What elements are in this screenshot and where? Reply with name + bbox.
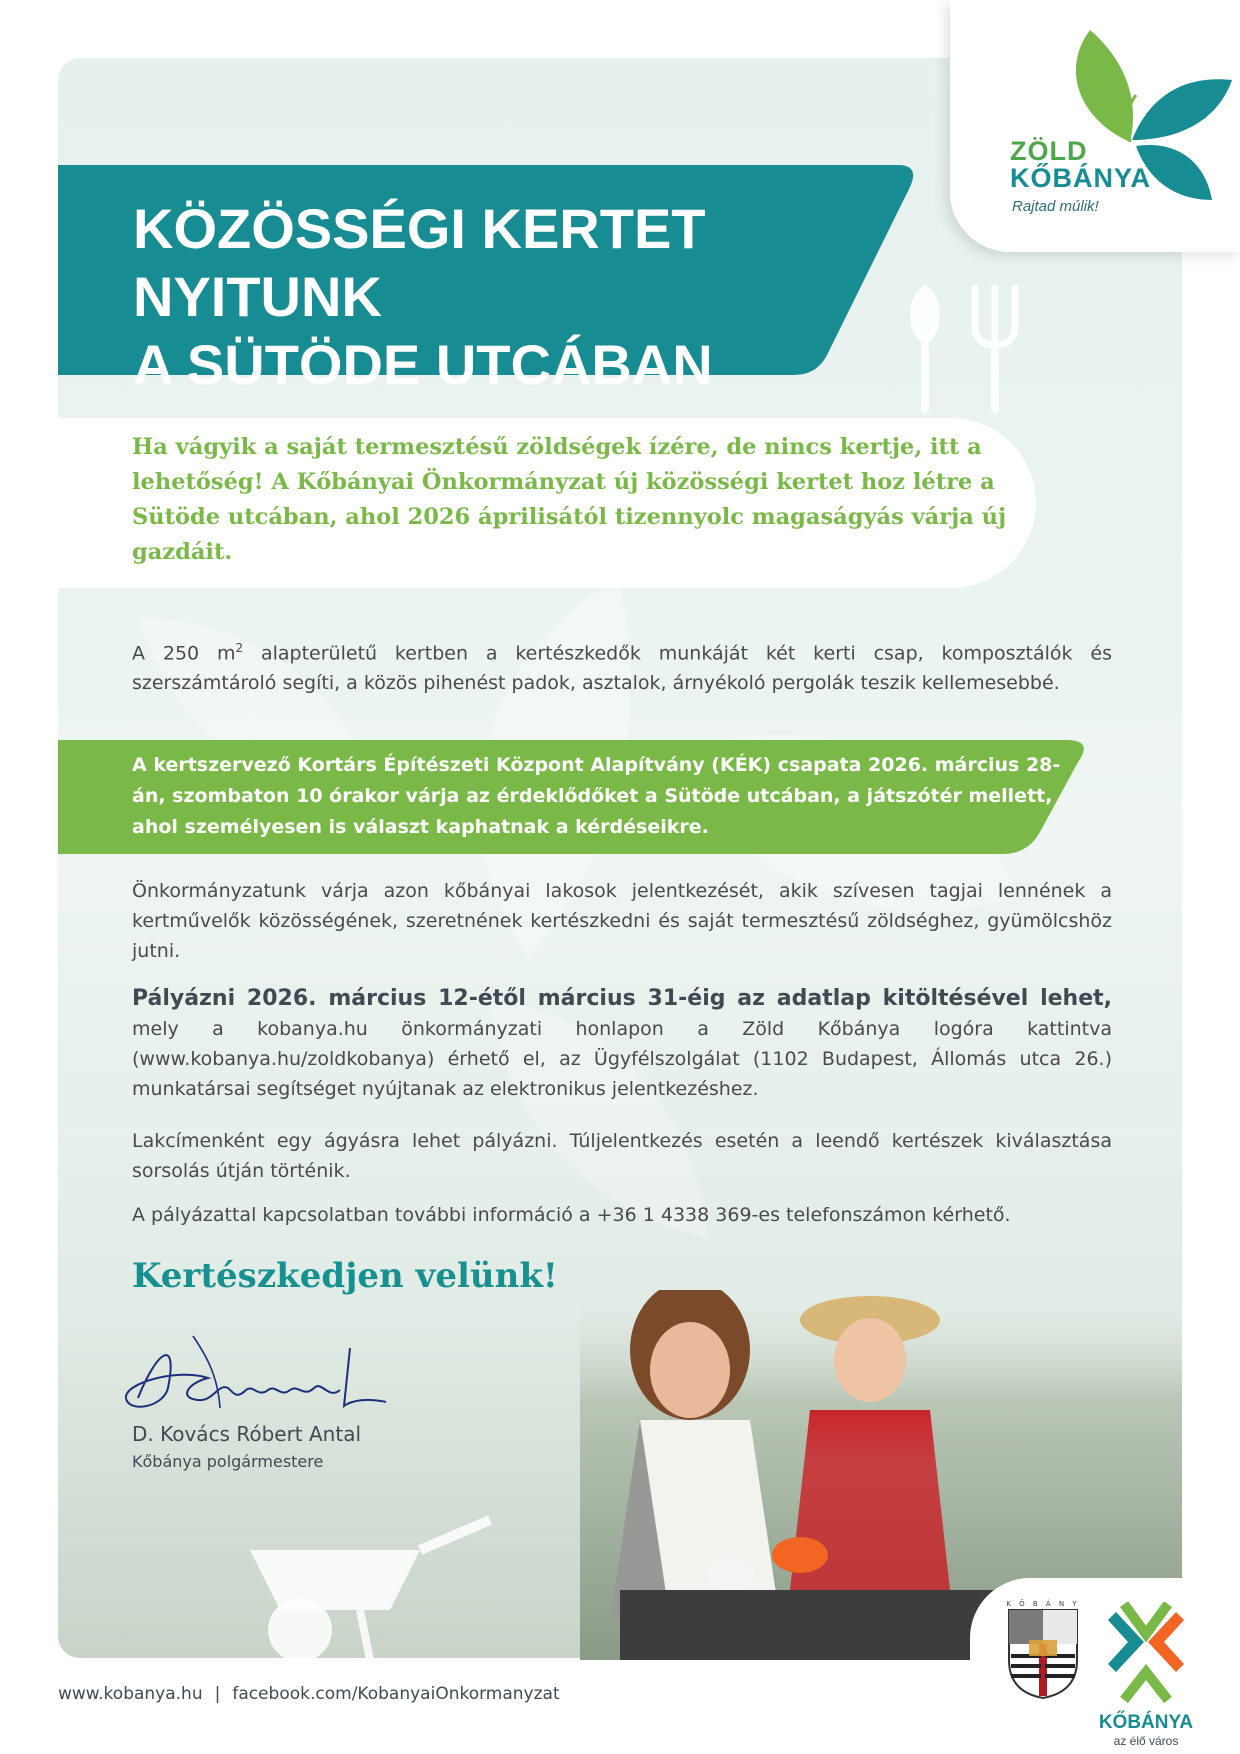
crest-label: K Ő B Á N Y: [1006, 1600, 1080, 1608]
title-line-2: A SÜTÖDE UTCÁBAN: [133, 333, 713, 396]
kobanya-coat-of-arms-icon: [1005, 1600, 1081, 1700]
logo-text-kobanya: KŐBÁNYA: [1010, 163, 1152, 193]
signer-name: D. Kovács Róbert Antal: [132, 1422, 362, 1446]
zold-kobanya-logo: [950, 0, 1240, 252]
footer-facebook-link[interactable]: facebook.com/KobanyaiOnkormanyzat: [232, 1684, 560, 1704]
garden-tools-icon: [895, 285, 1035, 425]
kobanya-city-logo-icon: [1106, 1602, 1186, 1710]
paragraph-garden-features-end: alapterületű kertben a kertészkedők munkáját két kerti csap, komposztálók és szerszámtároló segíti, a közös pihenést padok, asztalok, árnyékoló pergolák teszik kellemesebbé.: [132, 642, 1112, 695]
paragraph-contact: A pályázattal kapcsolatban további információ a +36 1 4338 369-es telefonszámon kérhető.: [132, 1204, 1011, 1226]
intro-text: Ha vágyik a saját termesztésű zöldségek ízére, de nincs kertje, itt a lehetőség! A Kőbányai Önkormányzat új közösségi kertet hoz létre a Sütöde utcában, ahol 2026 áprilisától tizennyolc magaságyás várja új gazdáit.: [132, 434, 1007, 565]
footer: [58, 1684, 560, 1704]
paragraph-garden-features-start: A 250 m: [132, 642, 236, 665]
title-line-1: KÖZÖSSÉGI KERTET NYITUNK: [133, 197, 706, 328]
city-logo-name: KŐBÁNYA: [1098, 1712, 1194, 1733]
paragraph-rules: Lakcímenként egy ágyásra lehet pályázni. Túljelentkezés esetén a leendő kertészek kiválasztása sorsolás útján történik.: [132, 1130, 1112, 1182]
page-title: [133, 195, 918, 399]
paragraph-invitation: Önkormányzatunk várja azon kőbányai lakosok jelentkezését, akik szívesen tagjai lennének a kertművelők közösségének, szeretnének kertészkedni és saját termesztésű zöldséghez, gyümölcshöz jutni.: [132, 880, 1112, 962]
highlight-text: A kertszervező Kortárs Építészeti Központ Alapítvány (KÉK) csapata 2026. március 28-án, szombaton 10 órakor várja az érdeklődőket a Sütöde utcában, a játszótér mellett, ahol személyesen is választ kaphatnak a kérdéseikre.: [132, 754, 1061, 838]
footer-website-link[interactable]: www.kobanya.hu: [58, 1684, 203, 1704]
application-deadline: Pályázni 2026. március 12-étől március 31-éig az adatlap kitöltésével lehet,: [132, 986, 1112, 1011]
logo-slogan: Rajtad múlik!: [1012, 198, 1099, 215]
footer-separator: |: [214, 1684, 221, 1704]
logo-text-zold: ZÖLD: [1010, 136, 1088, 166]
wheelbarrow-icon: [240, 1510, 500, 1670]
paragraph-garden-features: [132, 633, 1112, 698]
slogan: Kertészkedjen velünk!: [132, 1256, 558, 1296]
paragraph-application: [132, 984, 1112, 1104]
title-banner: [58, 165, 918, 396]
signer-role: Kőbánya polgármestere: [132, 1452, 324, 1471]
area-unit-superscript: 2: [235, 641, 244, 655]
application-details: mely a kobanya.hu önkormányzati honlapon a Zöld Kőbánya logóra kattintva (www.kobanya.hu/zoldkobanya) érhető el, az Ügyfélszolgálat (1102 Budapest, Állomás utca 26.) munkatársai segítséget nyújtanak az elektronikus jelentkezéshez.: [132, 1018, 1112, 1100]
city-logo-tagline: az élő város: [1113, 1734, 1179, 1748]
signature-icon: [118, 1328, 398, 1418]
